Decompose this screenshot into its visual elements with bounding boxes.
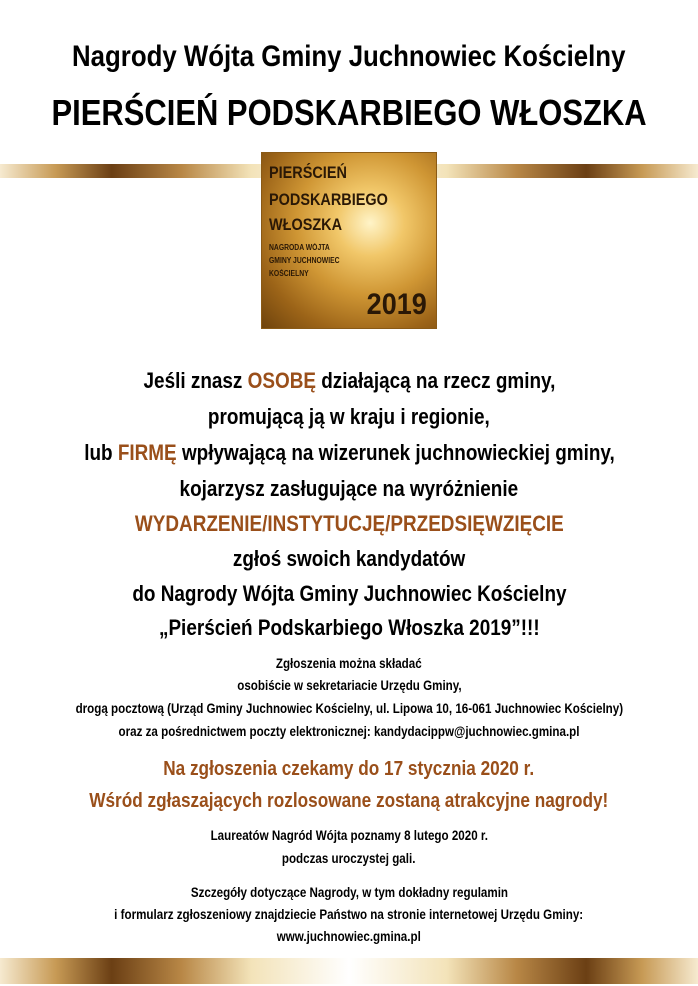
deadline-line-2: Wśród zgłaszających rozlosowane zostaną atrakcyjne nagrody! bbox=[89, 790, 609, 812]
invite-line-7: do Nagrody Wójta Gminy Juchnowiec Kościelny bbox=[131, 581, 567, 606]
logo-text-line-1: PIERŚCIEŃ bbox=[269, 163, 347, 182]
logo-subtext-3: KOŚCIELNY bbox=[269, 269, 309, 278]
invite-line-5: WYDARZENIE/INSTYTUCJĘ/PRZEDSIĘWZIĘCIE bbox=[134, 511, 564, 536]
logo-text-line-2: PODSKARBIEGO bbox=[269, 190, 388, 209]
invite-line-4: kojarzysz zasługujące na wyróżnienie bbox=[179, 476, 519, 501]
title-line-1: Nagrody Wójta Gminy Juchnowiec Kościelny bbox=[72, 40, 626, 73]
deadline-line-1: Na zgłoszenia czekamy do 17 stycznia 2020 r. bbox=[163, 758, 535, 780]
submission-line-4: oraz za pośrednictwem poczty elektronicznej: kandydacippw@juchnowiec.gmina.pl bbox=[118, 724, 580, 739]
logo-subtext-1: NAGRODA WÓJTA bbox=[269, 243, 330, 252]
highlight-osobe: OSOBĘ bbox=[247, 368, 316, 393]
logo-year: 2019 bbox=[366, 288, 427, 321]
logo-text-line-3: WŁOSZKA bbox=[269, 215, 343, 234]
highlight-firme: FIRMĘ bbox=[117, 440, 177, 465]
invite-line-6: zgłoś swoich kandydatów bbox=[232, 546, 466, 571]
submission-line-3: drogą pocztową (Urząd Gminy Juchnowiec Kościelny, ul. Lipowa 10, 16-061 Juchnowiec Kościelny) bbox=[75, 701, 623, 716]
title-line-2: PIERŚCIEŃ PODSKARBIEGO WŁOSZKA bbox=[51, 92, 647, 133]
submission-line-1: Zgłoszenia można składać bbox=[276, 656, 422, 671]
invite-line-3: lub FIRMĘ wpływającą na wizerunek juchnowieckiej gminy, bbox=[83, 440, 615, 465]
gold-divider-bottom bbox=[0, 958, 698, 984]
award-logo bbox=[261, 152, 437, 329]
logo-subtext-2: GMINY JUCHNOWIEC bbox=[269, 256, 340, 265]
gala-line-2: podczas uroczystej gali. bbox=[282, 851, 416, 866]
details-line-2: i formularz zgłoszeniowy znajdziecie Państwo na stronie internetowej Urzędu Gminy: bbox=[114, 907, 584, 922]
invite-line-1: Jeśli znasz OSOBĘ działającą na rzecz gminy, bbox=[143, 368, 555, 393]
details-line-1: Szczegóły dotyczące Nagrody, w tym dokładny regulamin bbox=[190, 885, 508, 900]
submission-line-2: osobiście w sekretariacie Urzędu Gminy, bbox=[236, 678, 462, 693]
invite-line-2: promującą ją w kraju i regionie, bbox=[208, 404, 490, 429]
gala-line-1: Laureatów Nagród Wójta poznamy 8 lutego 2020 r. bbox=[210, 828, 488, 843]
website-link[interactable]: www.juchnowiec.gmina.pl bbox=[276, 929, 422, 944]
invite-line-8: „Pierścień Podskarbiego Włoszka 2019”!!! bbox=[158, 615, 540, 640]
